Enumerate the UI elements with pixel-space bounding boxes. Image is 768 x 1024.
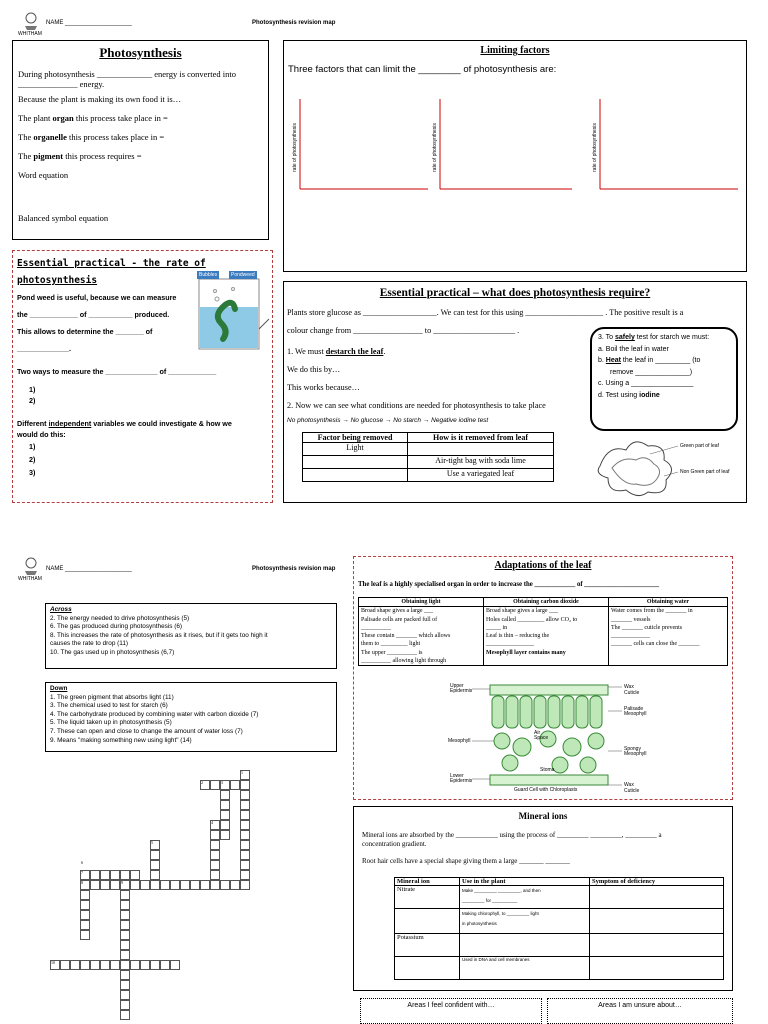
crossword-cell[interactable] [120,1000,130,1010]
practical-rate-box [12,250,273,503]
crossword-number: 7 [81,870,83,875]
clue: 7. These can open and close to change the amount of water loss (7) [50,727,243,735]
crossword-cell[interactable] [240,860,250,870]
require-text: Plants store glucose as __________________. We can test for this using ___________________ . The positive result is a colour change from _________________ to ____________________ . 1. We must destarch the leaf. We do this by… This works because… 2. Now we can see what conditions are needed for photosynthesis to take place No photosynthesis → No glucose → No starch → Negative iodine test [287,308,684,424]
crest-icon [20,555,42,577]
crossword-cell[interactable] [80,910,90,920]
starch-test-box: 3. To safely test for starch we must: a. Boil the leaf in water b. Heat the leaf in _________ (to remove ______________) c. Using a ________________ d. Test using iodine [590,327,738,431]
name-label: NAME [46,20,64,26]
page-title: Photosynthesis revision map [252,20,336,26]
mesophyll-label: Mesophyll [448,738,471,744]
line-2: ______________ energy. [18,79,105,89]
confident-box[interactable] [360,998,542,1024]
crossword-cell[interactable] [140,960,150,970]
name-blank: ____________________ [65,566,132,572]
crossword-cell[interactable] [80,930,90,940]
crossword-cell[interactable] [210,830,220,840]
crossword-number: 10 [51,960,55,965]
line-3: Because the plant is making its own food it is… [18,94,182,104]
leaf-section-icon [450,681,650,793]
clue: 1. The green pigment that absorbs light (11) [50,693,174,701]
crossword-cell[interactable] [240,790,250,800]
crossword-cell[interactable] [120,970,130,980]
y-axis-label: rate of photosynthesis [592,123,598,172]
crossword-cell[interactable] [220,880,230,890]
obtaining-co2-cell: Broad shape gives a large ___ Holes called _________ allow CO₂ to _____ in Leaf is thin – reducing the ________________ Mesophyll layer contains many [484,607,609,666]
mineral-text: Mineral ions are absorbed by the ____________ using the process of _________ _________, _________ a concentration gradient. Root hair cells have a special shape giving them a large _______ _______ [362,831,662,865]
mineral-table: Mineral ion Use in the plant Symptom of deficiency Nitrate Make _________ _________, and then _________ for __________ Making chlorophyll, to _________ light in photosynthesis Potassium Used in DNA and cell membranes [394,877,724,980]
pondweed-beaker-image [193,259,271,355]
name-label: NAME [46,566,64,572]
wax-cuticle-label-2: Wax Cuticle [624,782,640,794]
crossword-number: 5 [151,840,153,845]
crossword-cell[interactable] [60,960,70,970]
crossword-cell[interactable] [240,820,250,830]
crossword-cell[interactable] [130,870,140,880]
crossword-cell[interactable] [200,880,210,890]
clue: 6. The gas produced during photosynthesis (6) [50,623,183,631]
crossword-cell[interactable] [240,850,250,860]
crossword-cell[interactable] [240,880,250,890]
wax-cuticle-label: Wax Cuticle [624,684,640,696]
name-row[interactable] [46,20,132,26]
school-logo [18,10,42,37]
crossword-cell[interactable] [100,870,110,880]
organ-line: The plant organ this process take place in = [18,113,168,123]
clue: 9. Means "making something new using light" (14) [50,736,192,744]
crossword-cell[interactable] [220,800,230,810]
across-title: Across [50,606,72,613]
clue: 4. The carbohydrate produced by combining water with carbon dioxide (7) [50,710,259,718]
obtaining-light-cell: Broad shape gives a large ___ Palisade cells are packed full of __________ These contain _______ which allows them to _________ light The upper __________ is __________ allowing light through [359,607,484,666]
crossword-cell[interactable] [150,860,160,870]
crossword-cell[interactable] [240,840,250,850]
crossword-number: 2 [201,780,203,785]
crossword-cell[interactable] [70,960,80,970]
crossword-cell[interactable] [170,960,180,970]
across-clues-box [45,603,337,669]
crossword-cell[interactable] [140,880,150,890]
spongy-label: Spongy Mesophyll [624,746,647,757]
crossword-cell[interactable] [80,900,90,910]
crossword-cell[interactable] [110,870,120,880]
name-blank: ____________________ [65,20,132,26]
crossword-cell[interactable] [90,870,100,880]
require-title: Essential practical – what does photosynthesis require? [379,287,651,299]
crossword-number: 9 [121,880,123,885]
down-clues-box [45,682,337,752]
photosynthesis-text [13,61,268,230]
word-equation-label: Word equation [18,170,69,180]
y-axis-label: rate of photosynthesis [432,123,438,172]
clue: causes the rate to drop (11) [50,640,129,648]
crossword-cell[interactable] [220,810,230,820]
crossword-number: 1 [241,770,243,775]
crossword-cell[interactable] [80,960,90,970]
limiting-graph-2 [430,97,574,193]
adaptations-box [353,556,733,800]
variegated-leaf-image [590,436,740,498]
page2-header [14,553,354,583]
photosynthesis-box [12,40,269,240]
crossword-cell[interactable] [220,820,230,830]
pigment-line: The pigment this process requires = [18,151,142,161]
crossword-number: 3 [221,780,223,785]
bubbles-tag: Bubbles [199,272,218,278]
crossword-cell[interactable] [120,980,130,990]
crossword-cell[interactable] [240,800,250,810]
pondweed-tag: Pondweed [231,272,255,278]
crossword-cell[interactable] [210,840,220,850]
down-title: Down [50,685,68,692]
page1-header [14,8,754,36]
factor-table: Factor being removed How is it removed from leaf Light Air-tight bag with soda lime Use a variegated leaf [302,432,554,482]
crossword-cell[interactable] [150,850,160,860]
unsure-label: Areas I am unsure about… [598,1002,682,1009]
crossword-cell[interactable] [120,870,130,880]
limiting-intro: Three factors that can limit the ________ of photosynthesis are: [288,64,557,75]
palisade-label: Palisade Mesophyll [624,706,647,717]
crossword-cell[interactable] [210,780,220,790]
y-axis-label: rate of photosynthesis [292,123,298,172]
name-row[interactable] [46,566,132,572]
symbol-equation-label: Balanced symbol equation [18,213,109,223]
crossword-cell[interactable] [230,780,240,790]
limiting-title: Limiting factors [480,45,550,56]
crossword-cell[interactable] [150,870,160,880]
upper-epidermis-label: Upper Epidermis [450,683,473,694]
crossword-cell[interactable] [110,880,120,890]
crossword-cell[interactable] [80,890,90,900]
crossword-cell[interactable] [240,780,250,790]
crossword-cell[interactable] [120,960,130,970]
crossword-cell[interactable] [120,930,130,940]
crossword-cell[interactable] [210,860,220,870]
obtaining-water-cell: Water comes from the _______ in _______ vessels The _______ cuticle prevents _____________ _______ cells can close the _______ [609,607,728,666]
practical-rate-text: Pond weed is useful, because we can measure the ____________ of ___________ produced. This allows to determine the _______ of _____________. Two ways to measure the _____________ of ____________ 1) 2) Different independent variables we could investigate & how we would do this: 1) 2) 3) [17,293,232,477]
crossword-cell[interactable] [90,960,100,970]
crossword-cell[interactable] [240,810,250,820]
crossword-cell[interactable] [130,880,140,890]
limiting-graph-3 [590,97,740,193]
logo-text: WHITHAM [18,576,42,582]
crossword-cell[interactable] [120,1010,130,1020]
crossword-cell[interactable] [210,870,220,880]
crossword-cell[interactable] [180,880,190,890]
photosynthesis-title: Photosynthesis [99,45,182,60]
crossword-cell[interactable] [170,880,180,890]
crossword-cell[interactable] [210,880,220,890]
clue: 5. The liquid taken up in photosynthesis (5) [50,719,172,727]
unsure-box[interactable] [547,998,733,1024]
crest-icon [20,10,42,32]
crossword-number: 8 [81,880,83,885]
adaptations-table: Obtaining light Obtaining carbon dioxide Obtaining water Broad shape gives a large ___ Palisade cells are packed full of __________ These contain _______ which allows them to _________ light The upper __________ is __________ allowing light through Broad shape gives a large ___ Holes called _________ allow CO₂ to _____ in Leaf is thin – reducing the ________________ Mesophyll layer contains many Water comes from the _______ in _______ vessels The _______ cuticle prevents _____________ _______ cells can close the _______ [358,597,728,666]
crossword-cell[interactable] [90,880,100,890]
crossword-cell[interactable] [150,880,160,890]
organelle-line: The organelle this process takes place in = [18,132,165,142]
clue: 8. This increases the rate of photosynthesis as it rises, but if it gets too high it [50,631,268,639]
limiting-factors-box [283,40,747,272]
adaptations-intro: The leaf is a highly specialised organ in order to increase the ____________ of ______________________ [358,581,660,588]
crossword-cell[interactable] [80,920,90,930]
air-space-label: Air Space [534,730,549,741]
crossword-cell[interactable] [120,900,130,910]
crossword-number: 6 [81,860,83,865]
crossword-cell[interactable] [120,950,130,960]
crossword-cell[interactable] [210,850,220,860]
crossword-cell[interactable] [190,880,200,890]
clue: 10. The gas used up in photosynthesis (6,7) [50,648,175,656]
crossword-cell[interactable] [230,880,240,890]
crossword-cell[interactable] [150,960,160,970]
mineral-title: Mineral ions [518,811,568,821]
crossword-cell[interactable] [220,830,230,840]
clue: 2. The energy needed to drive photosynthesis (5) [50,614,190,622]
crossword-grid[interactable] [40,770,340,1024]
crossword-cell[interactable] [120,940,130,950]
clue: 3. The chemical used to test for starch (6) [50,702,168,710]
logo-text: WHITHAM [18,31,42,37]
green-part-label: Green part of leaf [680,443,719,449]
crossword-cell[interactable] [120,910,130,920]
confident-label: Areas I feel confident with… [407,1002,495,1009]
practical-rate-title: Essential practical - the rate of photosynthesis [17,258,206,286]
crossword-cell[interactable] [100,960,110,970]
crossword-cell[interactable] [240,870,250,880]
crossword-cell[interactable] [220,790,230,800]
line-1: During photosynthesis _____________ energy is converted into [18,69,236,79]
crossword-cell[interactable] [240,830,250,840]
crossword-cell[interactable] [100,880,110,890]
practical-require-box [283,281,747,503]
guard-cell-label: Guard Cell with Chloroplasts [514,787,578,793]
crossword-cell[interactable] [110,960,120,970]
nongreen-part-label: Non Green part of leaf [680,469,730,475]
crossword-cell[interactable] [120,990,130,1000]
mineral-ions-box [353,806,733,991]
crossword-cell[interactable] [120,920,130,930]
stoma-label: Stoma [540,767,555,773]
school-logo [18,555,42,582]
adaptations-title: Adaptations of the leaf [494,560,592,571]
crossword-cell[interactable] [160,880,170,890]
leaf-cross-section-image [450,681,650,793]
limiting-graph-1 [290,97,430,193]
crossword-number: 4 [211,820,213,825]
crossword-cell[interactable] [130,960,140,970]
crossword-cell[interactable] [160,960,170,970]
lower-epidermis-label: Lower Epidermis [450,773,473,784]
page-title: Photosynthesis revision map [252,566,336,572]
crossword-cell[interactable] [120,890,130,900]
